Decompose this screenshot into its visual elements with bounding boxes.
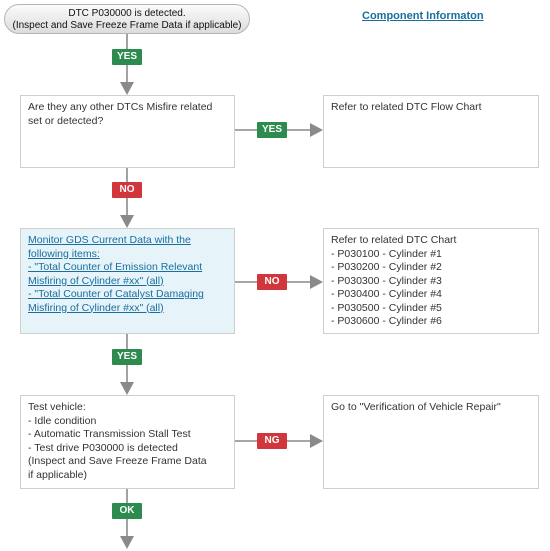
ng-badge: NG xyxy=(257,433,287,449)
dtc-chart-line: - P030100 - Cylinder #1 xyxy=(331,247,442,260)
monitor-current-data-box xyxy=(20,228,235,334)
start-line-1: DTC P030000 is detected. xyxy=(68,8,186,19)
verification-box xyxy=(323,395,539,489)
arrowhead-down-4 xyxy=(120,536,134,549)
yes-badge: YES xyxy=(112,349,142,365)
arrowhead-right-1 xyxy=(310,123,323,137)
question-line: set or detected? xyxy=(28,114,104,127)
arrowhead-right-3 xyxy=(310,434,323,448)
yes-badge: YES xyxy=(112,49,142,65)
monitor-link-line[interactable]: Monitor GDS Current Data with the xyxy=(28,234,191,246)
arrowhead-right-2 xyxy=(310,275,323,289)
component-information-link[interactable]: Component Informaton xyxy=(362,10,484,22)
dtc-chart-line: - P030400 - Cylinder #4 xyxy=(331,288,442,300)
test-vehicle-line: - Test drive P030000 is detected xyxy=(28,441,178,454)
dtc-chart-line: - P030200 - Cylinder #2 xyxy=(331,261,442,273)
test-vehicle-line: (Inspect and Save Freeze Frame Data xyxy=(28,455,207,467)
test-vehicle-line: - Automatic Transmission Stall Test xyxy=(28,428,191,440)
refer-dtc-chart-box xyxy=(323,228,539,334)
arrowhead-down-1 xyxy=(120,82,134,95)
test-vehicle-box xyxy=(20,395,235,489)
dtc-chart-line: - P030500 - Cylinder #5 xyxy=(331,301,442,314)
monitor-link-line[interactable]: following items: xyxy=(28,247,100,260)
refer-flow-chart-text: Refer to related DTC Flow Chart xyxy=(331,101,482,113)
monitor-link-line[interactable]: Misfiring of Cylinder #xx" (all) xyxy=(28,301,164,314)
question-line: Are they any other DTCs Misfire related xyxy=(28,101,213,113)
test-vehicle-line: - Idle condition xyxy=(28,414,97,427)
dtc-chart-line: Refer to related DTC Chart xyxy=(331,234,457,246)
question-box xyxy=(20,95,235,168)
yes-badge: YES xyxy=(257,122,287,138)
no-badge: NO xyxy=(112,182,142,198)
no-badge: NO xyxy=(257,274,287,290)
dtc-chart-line: - P030600 - Cylinder #6 xyxy=(331,315,442,327)
test-vehicle-line: if applicable) xyxy=(28,468,87,481)
ok-badge: OK xyxy=(112,503,142,519)
arrowhead-down-2 xyxy=(120,215,134,228)
monitor-link-line[interactable]: - "Total Counter of Emission Relevant xyxy=(28,261,203,273)
start-line-2: (Inspect and Save Freeze Frame Data if applicable) xyxy=(12,20,242,31)
arrowhead-down-3 xyxy=(120,382,134,395)
monitor-link-line[interactable]: - "Total Counter of Catalyst Damaging xyxy=(28,288,204,300)
monitor-link-line[interactable]: Misfiring of Cylinder #xx" (all) xyxy=(28,274,164,287)
dtc-chart-line: - P030300 - Cylinder #3 xyxy=(331,274,442,287)
test-vehicle-line: Test vehicle: xyxy=(28,401,86,413)
start-node xyxy=(4,4,250,34)
refer-flow-chart-box xyxy=(323,95,539,168)
verification-text: Go to "Verification of Vehicle Repair" xyxy=(331,401,501,413)
